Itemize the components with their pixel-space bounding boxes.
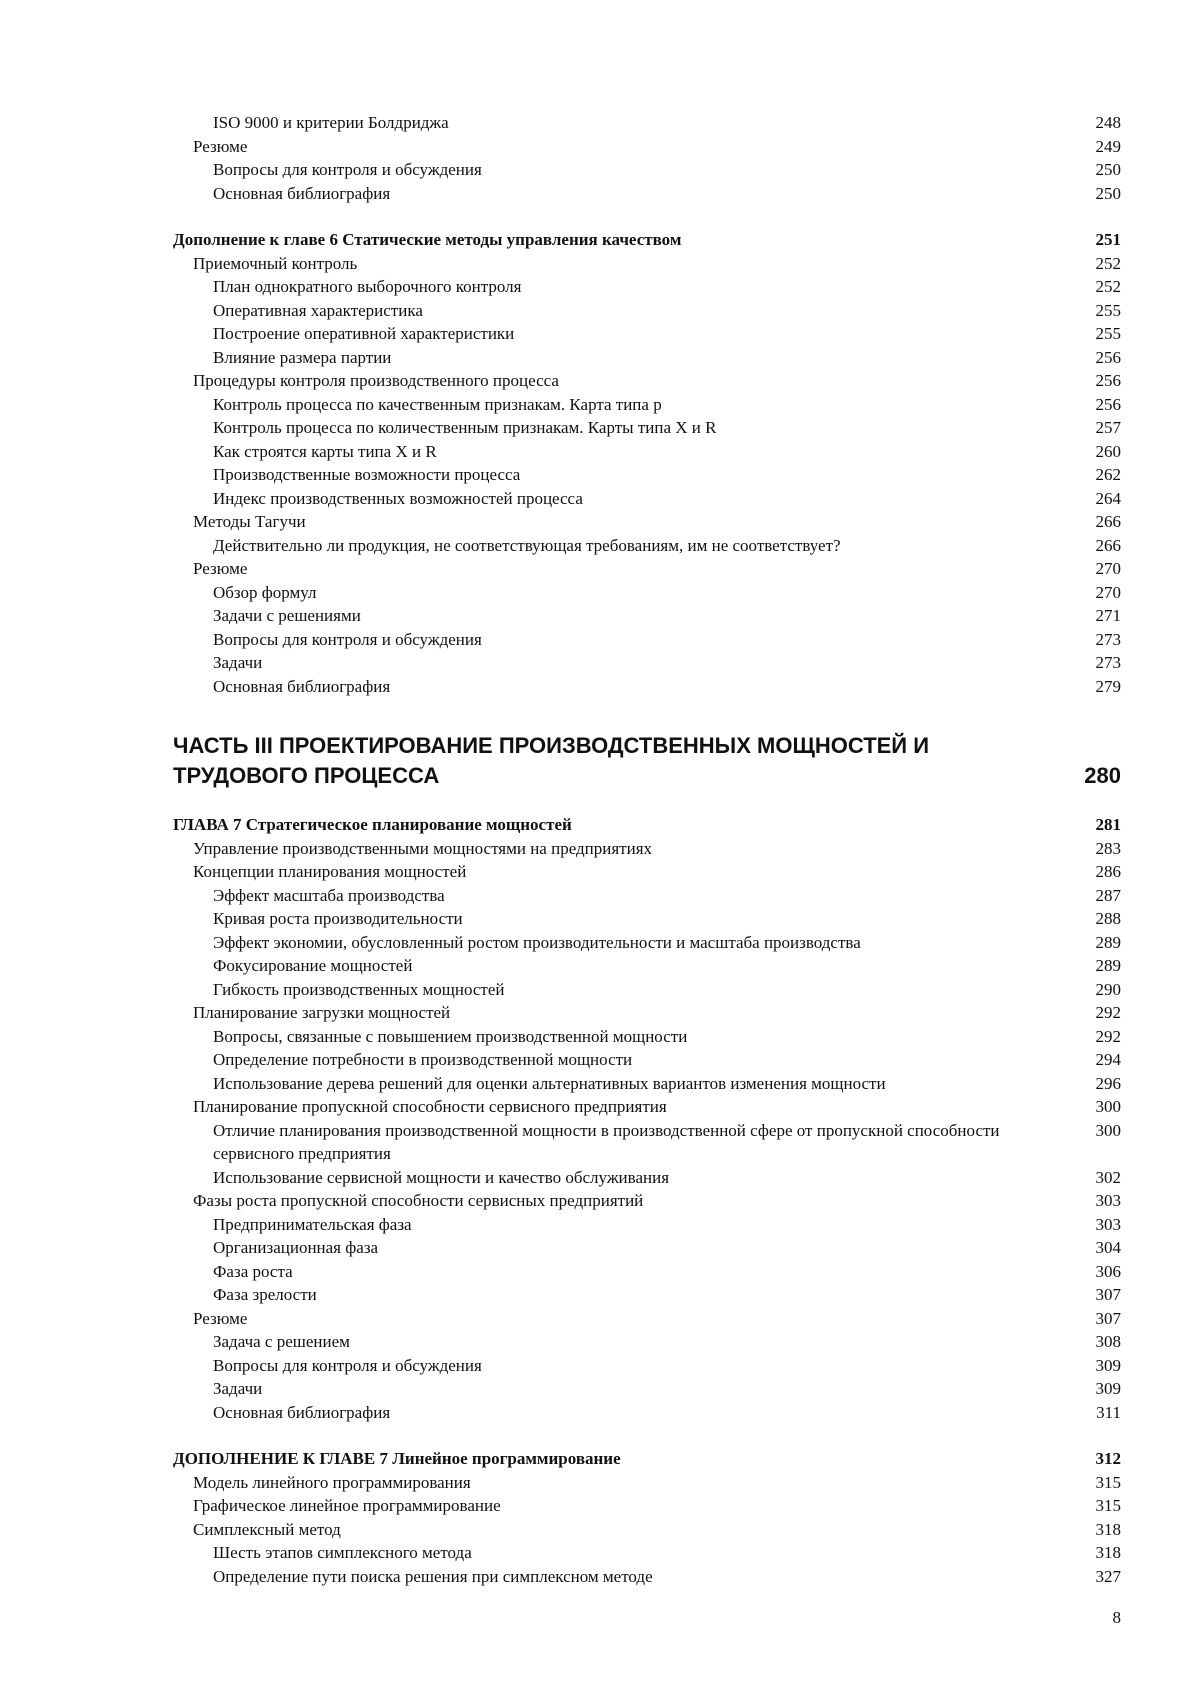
toc-entry-page: 248 (1095, 113, 1121, 132)
toc-entry-title: Контроль процесса по качественным признакам. Карта типа p (213, 394, 662, 414)
toc-entry (173, 860, 1121, 884)
toc-entry-page: 309 (1095, 1355, 1121, 1375)
toc-entry-page: 250 (1095, 183, 1121, 203)
toc-entry (173, 628, 1121, 652)
toc-entry-title: Графическое линейное программирование (193, 1496, 501, 1515)
toc-entry (173, 1307, 1121, 1331)
toc-entry (173, 111, 1121, 135)
toc-entry (173, 1354, 1121, 1378)
toc-entry (173, 1072, 1121, 1096)
toc-entry-title: Оперативная характеристика (213, 300, 423, 320)
toc-entry-page: 251 (1095, 230, 1121, 249)
toc-part-heading (173, 731, 1121, 791)
toc-entry-title: Симплексный метод (193, 1519, 341, 1539)
toc-entry-title: Планирование загрузки мощностей (193, 1003, 451, 1022)
toc-entry-page: 315 (1095, 1496, 1121, 1515)
page-number: 8 (1112, 1608, 1121, 1627)
toc-entry (173, 1025, 1121, 1049)
toc-entry (173, 954, 1121, 978)
toc-entry (173, 1283, 1121, 1307)
toc-entry (173, 369, 1121, 393)
toc-entry-title: Резюме (193, 136, 248, 156)
toc-entry-title: Резюме (193, 559, 248, 578)
toc-entry (173, 463, 1121, 487)
toc-entry-title: Планирование пропускной способности сервисного предприятия (193, 1097, 667, 1116)
toc-entry-page: 306 (1095, 1261, 1121, 1281)
toc-entry-title: ДОПОЛНЕНИЕ К ГЛАВЕ 7 Линейное программирование (173, 1449, 621, 1468)
toc-entry (173, 1494, 1121, 1518)
toc-entry-page: 292 (1095, 1003, 1121, 1022)
table-of-contents (173, 111, 1121, 1588)
toc-entry-title: Приемочный контроль (193, 253, 358, 273)
toc-entry-title: Процедуры контроля производственного процесса (193, 371, 559, 390)
toc-entry-title: Использование сервисной мощности и качество обслуживания (213, 1167, 670, 1187)
toc-entry-title: ISO 9000 и критерии Болдриджа (213, 113, 449, 132)
toc-entry-page: 262 (1095, 465, 1121, 484)
toc-entry-title: Эффект масштаба производства (213, 885, 445, 905)
toc-chapter-heading (173, 813, 1121, 837)
toc-entry-title: Методы Тагучи (193, 512, 306, 531)
toc-entry-page: 312 (1095, 1449, 1121, 1468)
toc-entry-page: 289 (1095, 932, 1121, 952)
toc-entry-page: 257 (1095, 418, 1121, 437)
toc-entry-title: Использование дерева решений для оценки альтернативных вариантов изменения мощности (213, 1073, 886, 1093)
toc-entry-page: 260 (1095, 441, 1121, 461)
toc-entry-page: 304 (1095, 1238, 1121, 1257)
toc-entry (173, 158, 1121, 182)
toc-entry (173, 416, 1121, 440)
toc-entry-title: Определение пути поиска решения при симплексном методе (213, 1566, 653, 1586)
toc-entry-page: 249 (1095, 136, 1121, 156)
toc-entry-title: Вопросы, связанные с повышением производственной мощности (213, 1026, 688, 1046)
toc-entry-page: 311 (1096, 1402, 1121, 1422)
toc-entry (173, 1541, 1121, 1565)
toc-entry (173, 510, 1121, 534)
toc-entry-title: Гибкость производственных мощностей (213, 979, 505, 999)
toc-entry-title: Организационная фаза (213, 1238, 379, 1257)
toc-entry-title: Определение потребности в производственной мощности (213, 1050, 633, 1069)
toc-entry (173, 534, 1121, 558)
toc-entry-page: 250 (1095, 160, 1121, 179)
toc-entry-page: 252 (1095, 253, 1121, 273)
toc-entry-page: 283 (1095, 838, 1121, 858)
toc-entry-title: Фаза зрелости (213, 1285, 317, 1304)
toc-entry-page: 294 (1095, 1050, 1121, 1069)
toc-entry (173, 440, 1121, 464)
toc-entry-page: 300 (1095, 1120, 1121, 1140)
toc-entry-title: Вопросы для контроля и обсуждения (213, 1355, 482, 1375)
toc-entry-page: 256 (1095, 371, 1121, 390)
toc-entry-title: План однократного выборочного контроля (213, 277, 522, 296)
toc-entry-page: 300 (1095, 1097, 1121, 1116)
toc-entry-page: 296 (1095, 1073, 1121, 1093)
toc-entry-title: Построение оперативной характеристики (213, 324, 515, 343)
toc-entry-title: Фокусирование мощностей (213, 956, 413, 975)
toc-entry (173, 322, 1121, 346)
toc-entry-title: Задачи (213, 653, 263, 672)
toc-entry-page: 289 (1095, 956, 1121, 975)
toc-entry (173, 557, 1121, 581)
toc-entry-title: Индекс производственных возможностей процесса (213, 488, 583, 508)
toc-chapter-heading (173, 1447, 1121, 1471)
toc-entry-title: Влияние размера партии (213, 347, 392, 367)
toc-entry (173, 1095, 1121, 1119)
toc-entry (173, 1048, 1121, 1072)
toc-entry-page: 255 (1095, 324, 1121, 343)
toc-entry-title: Основная библиография (213, 676, 391, 696)
toc-entry-page: 308 (1095, 1332, 1121, 1351)
toc-entry-title: Отличие планирования производственной мощности в производственной сфере от пропускной способности сервисного предприятия (213, 1120, 1000, 1163)
toc-entry-title: Вопросы для контроля и обсуждения (213, 629, 482, 649)
toc-entry-title: Задачи с решениями (213, 606, 361, 625)
toc-entry-page: 279 (1095, 676, 1121, 696)
toc-entry (173, 1001, 1121, 1025)
toc-entry-title: Обзор формул (213, 582, 317, 602)
toc-entry-title: Основная библиография (213, 1402, 391, 1422)
toc-entry-title: Резюме (193, 1308, 248, 1328)
toc-entry (173, 275, 1121, 299)
toc-entry (173, 393, 1121, 417)
toc-entry-page: 309 (1095, 1379, 1121, 1398)
toc-entry-page: 287 (1095, 885, 1121, 905)
toc-entry-title: Предпринимательская фаза (213, 1214, 412, 1234)
toc-entry-title: Задачи (213, 1379, 263, 1398)
toc-entry-title: Фазы роста пропускной способности сервисных предприятий (193, 1191, 644, 1210)
toc-entry-page: 315 (1095, 1472, 1121, 1492)
toc-entry (173, 837, 1121, 861)
toc-entry-page: 281 (1095, 815, 1121, 834)
toc-entry-page: 292 (1095, 1026, 1121, 1046)
toc-entry-page: 290 (1095, 979, 1121, 999)
toc-entry-page: 307 (1095, 1285, 1121, 1304)
toc-entry-page: 273 (1095, 629, 1121, 649)
toc-entry-title: Задача с решением (213, 1332, 350, 1351)
toc-entry (173, 1166, 1121, 1190)
toc-entry-page: 273 (1095, 653, 1121, 672)
toc-entry-page: 280 (1084, 763, 1121, 788)
toc-entry-page: 266 (1095, 512, 1121, 531)
toc-entry (173, 346, 1121, 370)
toc-entry-title: Дополнение к главе 6 Статические методы управления качеством (173, 230, 682, 249)
toc-entry-page: 303 (1095, 1214, 1121, 1234)
toc-entry-title: Модель линейного программирования (193, 1472, 471, 1492)
toc-entry-title: Вопросы для контроля и обсуждения (213, 160, 482, 179)
toc-entry-title: Фаза роста (213, 1261, 293, 1281)
toc-entry-title: ЧАСТЬ III ПРОЕКТИРОВАНИЕ ПРОИЗВОДСТВЕННЫХ МОЩНОСТЕЙ И ТРУДОВОГО ПРОЦЕССА (173, 733, 930, 788)
toc-entry-title: Как строятся карты типа X и R (213, 441, 437, 461)
toc-entry-page: 255 (1095, 300, 1121, 320)
toc-entry (173, 1260, 1121, 1284)
toc-entry-title: Контроль процесса по количественным признакам. Карты типа X и R (213, 418, 717, 437)
toc-entry (173, 581, 1121, 605)
toc-entry-page: 318 (1095, 1519, 1121, 1539)
toc-entry (173, 1119, 1121, 1166)
toc-entry (173, 1330, 1121, 1354)
toc-entry (173, 1401, 1121, 1425)
toc-entry (173, 978, 1121, 1002)
toc-entry (173, 182, 1121, 206)
toc-entry (173, 1565, 1121, 1589)
toc-entry-page: 271 (1095, 606, 1121, 625)
toc-entry-page: 270 (1095, 559, 1121, 578)
toc-entry (173, 1518, 1121, 1542)
toc-entry (173, 487, 1121, 511)
toc-entry-page: 256 (1095, 347, 1121, 367)
toc-entry-title: Кривая роста производительности (213, 909, 463, 928)
toc-entry-title: Шесть этапов симплексного метода (213, 1543, 472, 1562)
toc-entry-title: ГЛАВА 7 Стратегическое планирование мощностей (173, 815, 572, 834)
toc-entry-title: Действительно ли продукция, не соответствующая требованиям, им не соответствует? (213, 535, 841, 555)
toc-entry-title: Концепции планирования мощностей (193, 862, 467, 881)
toc-entry-page: 318 (1095, 1543, 1121, 1562)
toc-entry-page: 270 (1095, 582, 1121, 602)
toc-entry-title: Основная библиография (213, 183, 391, 203)
toc-entry (173, 907, 1121, 931)
toc-entry (173, 675, 1121, 699)
toc-entry (173, 1236, 1121, 1260)
toc-entry-page: 303 (1095, 1191, 1121, 1210)
toc-entry (173, 1189, 1121, 1213)
toc-entry-page: 327 (1095, 1566, 1121, 1586)
toc-entry-page: 256 (1095, 394, 1121, 414)
toc-entry (173, 299, 1121, 323)
toc-entry-title: Производственные возможности процесса (213, 465, 521, 484)
toc-entry-page: 288 (1095, 909, 1121, 928)
toc-entry (173, 931, 1121, 955)
toc-entry (173, 651, 1121, 675)
toc-entry-title: Эффект экономии, обусловленный ростом производительности и масштаба производства (213, 932, 861, 952)
toc-entry-page: 264 (1095, 488, 1121, 508)
toc-entry (173, 884, 1121, 908)
toc-entry (173, 1377, 1121, 1401)
toc-entry (173, 604, 1121, 628)
toc-entry-title: Управление производственными мощностями на предприятиях (193, 838, 653, 858)
toc-entry-page: 307 (1095, 1308, 1121, 1328)
toc-entry-page: 302 (1095, 1167, 1121, 1187)
toc-entry (173, 252, 1121, 276)
toc-entry-page: 252 (1095, 277, 1121, 296)
toc-entry-page: 266 (1095, 535, 1121, 555)
toc-entry (173, 1213, 1121, 1237)
toc-entry (173, 1471, 1121, 1495)
toc-entry (173, 135, 1121, 159)
toc-chapter-heading (173, 228, 1121, 252)
toc-entry-page: 286 (1095, 862, 1121, 881)
